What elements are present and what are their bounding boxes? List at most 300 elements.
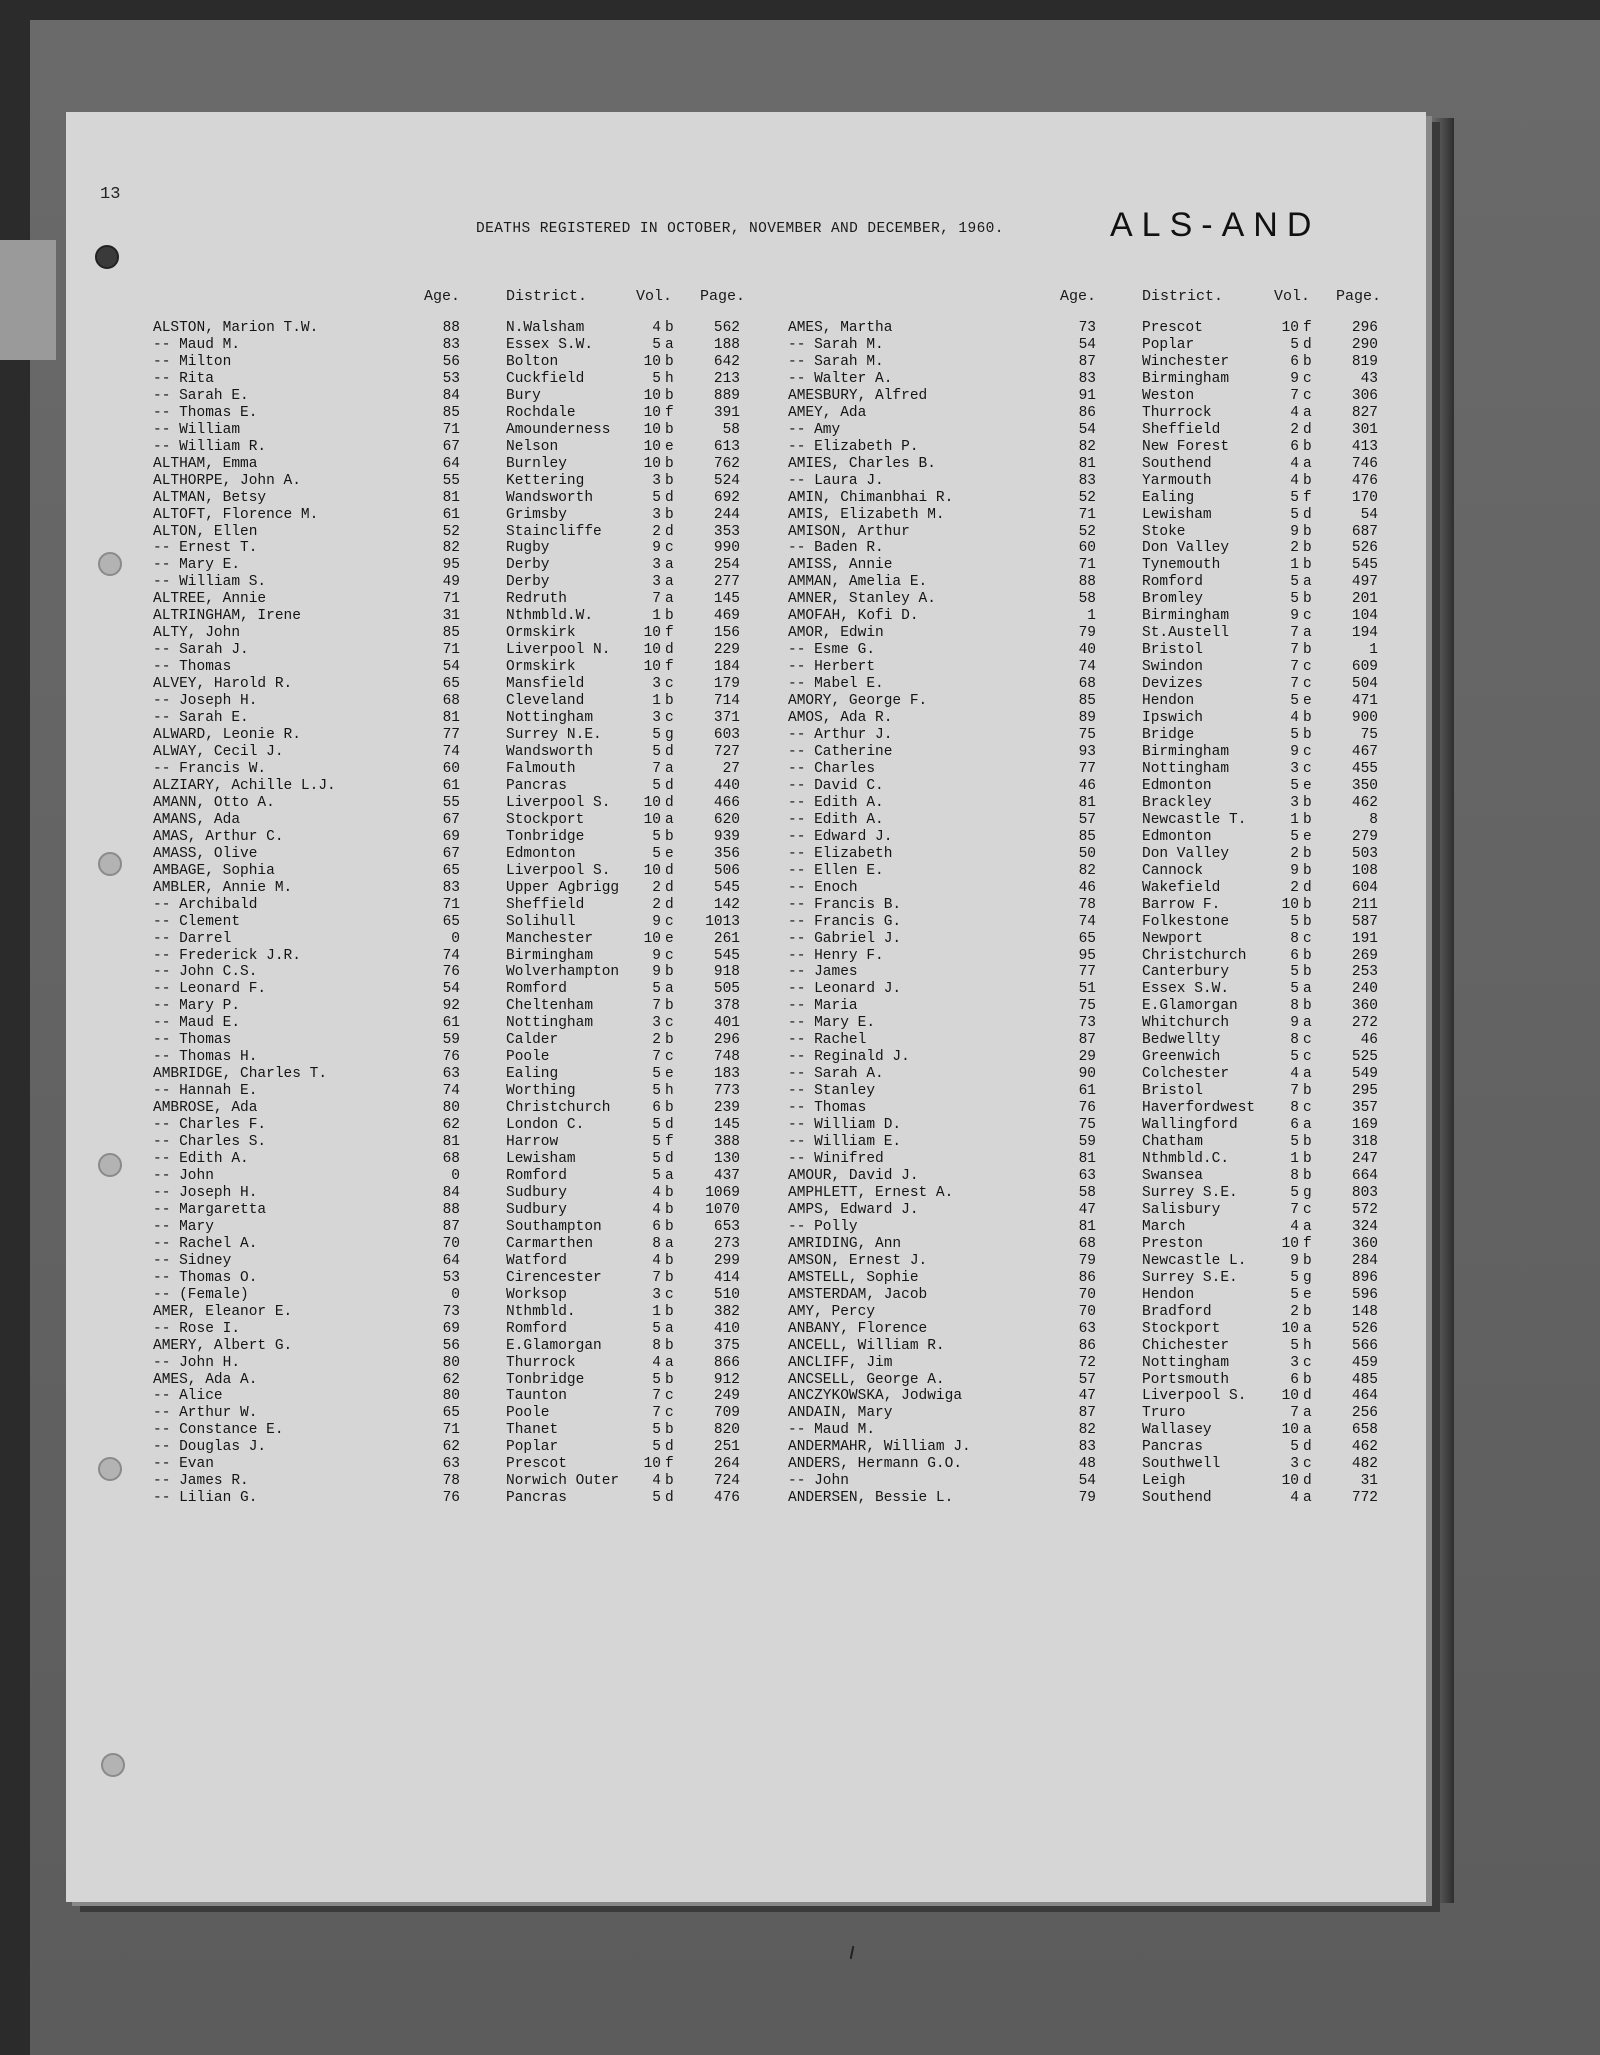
entry-district: Don Valley (1142, 540, 1230, 557)
entry-age: 54 (1078, 336, 1096, 353)
entry-vol-part: b (1303, 557, 1312, 574)
entry-age: 53 (442, 370, 460, 387)
entry-age: 85 (442, 625, 460, 642)
entry-age: 52 (1078, 489, 1096, 506)
entry-vol-part: c (665, 1388, 674, 1405)
entry-name: -- Thomas H. (153, 1049, 258, 1066)
register-entry (0, 1100, 1600, 1117)
register-entry (0, 1388, 1600, 1405)
entry-vol: 4 (652, 1201, 661, 1218)
register-entry (0, 1270, 1600, 1287)
register-entry (0, 676, 1600, 693)
entry-vol: 8 (652, 1235, 661, 1252)
entry-vol: 9 (1290, 1252, 1299, 1269)
entry-vol: 7 (652, 591, 661, 608)
entry-district: Nthmbld.C. (1142, 1151, 1230, 1168)
entry-vol-part: a (1303, 1218, 1312, 1235)
entry-vol-part: d (665, 862, 674, 879)
entry-district: Christchurch (506, 1100, 611, 1117)
entry-vol-part: b (665, 421, 674, 438)
entry-district: Portsmouth (1142, 1371, 1230, 1388)
entry-name: AMSTELL, Sophie (788, 1269, 919, 1286)
register-entry (0, 1355, 1600, 1372)
entry-district: Canterbury (1142, 964, 1230, 981)
register-entry (0, 456, 1600, 473)
entry-age: 48 (1078, 1456, 1096, 1473)
entry-vol-part: b (1303, 998, 1312, 1015)
entry-page: 410 (713, 1320, 740, 1337)
entry-age: 86 (1078, 1337, 1096, 1354)
register-entry (0, 693, 1600, 710)
entry-age: 65 (442, 1405, 460, 1422)
entry-district: Edmonton (1142, 777, 1212, 794)
entry-age: 65 (1078, 930, 1096, 947)
entry-page: 440 (713, 777, 740, 794)
entry-name: AMOUR, David J. (788, 1168, 919, 1184)
entry-vol: 5 (1290, 828, 1299, 845)
entry-vol: 1 (652, 608, 661, 625)
entry-name: -- Leonard J. (788, 981, 902, 998)
entry-vol-part: a (665, 591, 674, 608)
entry-page: 437 (713, 1168, 740, 1184)
entry-vol-part: a (1303, 1015, 1312, 1032)
entry-page: 620 (713, 811, 740, 828)
entry-age: 71 (442, 421, 460, 438)
entry-page: 261 (713, 930, 740, 947)
entry-name: AMISS, Annie (788, 557, 893, 574)
entry-name: AMBRIDGE, Charles T. (153, 1066, 328, 1083)
entry-district: Romford (506, 981, 567, 998)
entry-vol-part: b (1303, 353, 1312, 370)
register-entry (0, 642, 1600, 659)
entry-age: 62 (442, 1371, 460, 1388)
register-entry (0, 439, 1600, 456)
entry-age: 68 (442, 1151, 460, 1168)
entry-district: Grimsby (506, 506, 567, 523)
entry-age: 68 (1078, 1235, 1096, 1252)
entry-page: 709 (713, 1405, 740, 1422)
register-entry (0, 1015, 1600, 1032)
register-entry (0, 1219, 1600, 1236)
entry-name: AMBROSE, Ada (153, 1100, 258, 1117)
entry-district: N.Walsham (506, 320, 585, 336)
entry-name: -- John (788, 1473, 849, 1490)
register-entry (0, 948, 1600, 965)
entry-name: AMAS, Arthur C. (153, 828, 284, 845)
entry-district: Wakefield (1142, 879, 1221, 896)
register-entry (0, 507, 1600, 524)
entry-district: Chatham (1142, 1134, 1203, 1151)
register-entry (0, 1117, 1600, 1134)
register-entry (0, 1032, 1600, 1049)
register-entry (0, 1473, 1600, 1490)
entry-name: -- Sarah E. (153, 387, 249, 404)
entry-vol: 5 (1290, 506, 1299, 523)
entry-vol-part: b (1303, 1168, 1312, 1184)
entry-age: 60 (1078, 540, 1096, 557)
entry-age: 49 (442, 574, 460, 591)
entry-vol-part: f (1303, 489, 1312, 506)
entry-vol-part: b (1303, 1151, 1312, 1168)
entry-age: 70 (442, 1235, 460, 1252)
entry-vol-part: c (1303, 760, 1312, 777)
entry-vol-part: b (1303, 862, 1312, 879)
entry-district: Sudbury (506, 1201, 567, 1218)
entry-age: 81 (1078, 1151, 1096, 1168)
entry-district: Sudbury (506, 1184, 567, 1201)
entry-vol: 5 (652, 336, 661, 353)
entry-district: Bristol (1142, 1083, 1203, 1100)
entry-page: 1013 (705, 913, 740, 930)
entry-page: 211 (1351, 896, 1378, 913)
entry-vol: 5 (1290, 727, 1299, 744)
entry-vol: 10 (643, 862, 661, 879)
entry-district: Stockport (1142, 1320, 1221, 1337)
entry-page: 510 (713, 1286, 740, 1303)
entry-vol-part: d (665, 896, 674, 913)
entry-name: ANDERS, Hermann G.O. (788, 1456, 963, 1473)
entry-district: Liverpool N. (506, 642, 611, 659)
entry-name: -- Mabel E. (788, 676, 884, 693)
entry-vol: 7 (1290, 1083, 1299, 1100)
entry-vol: 4 (652, 1184, 661, 1201)
entry-name: -- Constance E. (153, 1422, 284, 1439)
entry-page: 545 (713, 947, 740, 964)
entry-age: 71 (442, 642, 460, 659)
entry-vol-part: b (1303, 727, 1312, 744)
entry-age: 85 (1078, 693, 1096, 710)
entry-vol-part: d (665, 1490, 674, 1507)
entry-district: Bromley (1142, 591, 1203, 608)
entry-district: Carmarthen (506, 1235, 594, 1252)
entry-vol-part: f (665, 1456, 674, 1473)
entry-page: 464 (1351, 1388, 1378, 1405)
entry-vol: 6 (1290, 438, 1299, 455)
entry-vol: 7 (1290, 387, 1299, 404)
entry-vol: 2 (652, 879, 661, 896)
entry-page: 244 (713, 506, 740, 523)
entry-district: Harrow (506, 1134, 559, 1151)
register-entry (0, 778, 1600, 795)
entry-age: 55 (442, 472, 460, 489)
entry-page: 169 (1351, 1117, 1378, 1134)
entry-vol-part: b (1303, 947, 1312, 964)
entry-age: 80 (442, 1388, 460, 1405)
entry-district: Bridge (1142, 727, 1195, 744)
entry-name: ALTOFT, Florence M. (153, 506, 319, 523)
entry-name: -- Baden R. (788, 540, 884, 557)
entry-vol-part: b (1303, 811, 1312, 828)
entry-page: 572 (1351, 1201, 1378, 1218)
entry-name: ANCLIFF, Jim (788, 1354, 893, 1371)
entry-age: 77 (1078, 964, 1096, 981)
entry-vol: 4 (1290, 472, 1299, 489)
entry-page: 939 (713, 828, 740, 845)
entry-age: 75 (1078, 727, 1096, 744)
register-entry (0, 761, 1600, 778)
entry-vol-part: b (1303, 913, 1312, 930)
entry-name: ANCZYKOWSKA, Jodwiga (788, 1388, 963, 1405)
entry-vol-part: f (665, 659, 674, 676)
register-entry (0, 1304, 1600, 1321)
entry-age: 70 (1078, 1286, 1096, 1303)
entry-name: -- Charles (788, 760, 876, 777)
entry-district: Don Valley (1142, 845, 1230, 862)
register-entry (0, 1321, 1600, 1338)
entry-page: 183 (713, 1066, 740, 1083)
entry-name: ALTRINGHAM, Irene (153, 608, 301, 625)
entry-name: -- Milton (153, 353, 232, 370)
entry-name: -- Amy (788, 421, 841, 438)
entry-age: 85 (1078, 828, 1096, 845)
entry-vol-part: b (665, 506, 674, 523)
entry-age: 69 (442, 828, 460, 845)
entry-vol-part: a (1303, 455, 1312, 472)
entry-vol: 5 (652, 1371, 661, 1388)
entry-vol-part: b (665, 693, 674, 710)
entry-vol-part: c (665, 540, 674, 557)
entry-vol: 2 (1290, 540, 1299, 557)
entry-vol: 5 (1290, 574, 1299, 591)
entry-page: 566 (1351, 1337, 1378, 1354)
entry-district: March (1142, 1218, 1186, 1235)
entry-name: -- Douglas J. (153, 1439, 267, 1456)
entry-name: AMRIDING, Ann (788, 1235, 902, 1252)
entry-page: 459 (1351, 1354, 1378, 1371)
entry-vol: 1 (652, 1303, 661, 1320)
entry-age: 68 (1078, 676, 1096, 693)
entry-age: 85 (442, 404, 460, 421)
register-entry (0, 354, 1600, 371)
entry-age: 61 (442, 777, 460, 794)
entry-vol: 10 (1281, 1388, 1299, 1405)
entry-district: Southampton (506, 1218, 602, 1235)
entry-page: 240 (1351, 981, 1378, 998)
entry-age: 80 (442, 1354, 460, 1371)
entry-vol: 9 (652, 913, 661, 930)
entry-page: 75 (1360, 727, 1378, 744)
entry-district: Lewisham (506, 1151, 576, 1168)
entry-vol: 5 (652, 489, 661, 506)
entry-page: 191 (1351, 930, 1378, 947)
entry-district: Bolton (506, 353, 559, 370)
entry-page: 273 (713, 1235, 740, 1252)
entry-district: Pancras (506, 777, 567, 794)
entry-age: 40 (1078, 642, 1096, 659)
entry-age: 54 (442, 659, 460, 676)
entry-vol-part: b (1303, 1134, 1312, 1151)
entry-age: 69 (442, 1320, 460, 1337)
entry-page: 296 (1351, 320, 1378, 336)
entry-district: Salisbury (1142, 1201, 1221, 1218)
entry-vol: 10 (643, 404, 661, 421)
entry-vol-part: d (665, 489, 674, 506)
register-entry (0, 320, 1600, 337)
entry-vol: 2 (652, 1032, 661, 1049)
punch-hole-icon (95, 245, 119, 269)
entry-vol: 5 (652, 1117, 661, 1134)
entry-district: Ealing (1142, 489, 1195, 506)
header-district-right: District. (1142, 288, 1224, 305)
register-entry (0, 812, 1600, 829)
entry-vol: 5 (1290, 1337, 1299, 1354)
entry-vol: 4 (652, 1252, 661, 1269)
entry-vol: 8 (1290, 930, 1299, 947)
entry-page: 476 (713, 1490, 740, 1507)
entry-name: -- Maud M. (153, 336, 241, 353)
entry-age: 57 (1078, 1371, 1096, 1388)
entry-vol: 7 (1290, 676, 1299, 693)
entry-age: 0 (451, 1168, 460, 1184)
entry-name: AMIS, Elizabeth M. (788, 506, 945, 523)
entry-name: ALSTON, Marion T.W. (153, 320, 319, 336)
entry-name: -- Stanley (788, 1083, 876, 1100)
entry-vol-part: b (665, 1337, 674, 1354)
entry-page: 27 (722, 760, 740, 777)
entry-name: AMSTERDAM, Jacob (788, 1286, 928, 1303)
entry-vol-part: b (665, 964, 674, 981)
entry-name: -- William D. (788, 1117, 902, 1134)
entry-age: 58 (1078, 1184, 1096, 1201)
entry-vol: 3 (652, 506, 661, 523)
entry-name: AMIES, Charles B. (788, 455, 936, 472)
entry-vol: 10 (643, 811, 661, 828)
register-entry (0, 1202, 1600, 1219)
register-entry (0, 931, 1600, 948)
entry-name: -- Francis G. (788, 913, 902, 930)
entry-page: 524 (713, 472, 740, 489)
register-entry (0, 659, 1600, 676)
entry-name: -- Laura J. (788, 472, 884, 489)
entry-district: Birmingham (1142, 370, 1230, 387)
entry-district: E.Glamorgan (1142, 998, 1238, 1015)
entry-vol-part: d (1303, 1473, 1312, 1490)
entry-age: 63 (1078, 1320, 1096, 1337)
entry-page: 455 (1351, 760, 1378, 777)
entry-age: 82 (1078, 862, 1096, 879)
entry-vol: 5 (652, 1151, 661, 1168)
entry-name: -- Joseph H. (153, 693, 258, 710)
entry-name: ALZIARY, Achille L.J. (153, 777, 336, 794)
entry-vol: 5 (652, 777, 661, 794)
entry-name: -- Rachel (788, 1032, 867, 1049)
entry-district: Folkestone (1142, 913, 1230, 930)
entry-district: Weston (1142, 387, 1195, 404)
entry-age: 59 (442, 1032, 460, 1049)
entry-vol: 5 (652, 1066, 661, 1083)
entry-vol: 2 (652, 523, 661, 540)
entry-age: 81 (442, 710, 460, 727)
register-entry (0, 981, 1600, 998)
entry-age: 65 (442, 913, 460, 930)
entry-page: 256 (1351, 1405, 1378, 1422)
entry-vol-part: h (665, 1083, 674, 1100)
entry-name: -- Maria (788, 998, 858, 1015)
entry-vol: 7 (1290, 1405, 1299, 1422)
entry-page: 299 (713, 1252, 740, 1269)
entry-age: 62 (442, 1117, 460, 1134)
entry-name: -- Sarah M. (788, 353, 884, 370)
entry-vol-part: a (665, 336, 674, 353)
entry-district: Rochdale (506, 404, 576, 421)
entry-name: AMANN, Otto A. (153, 794, 275, 811)
entry-district: Nottingham (506, 1015, 594, 1032)
entry-vol-part: a (665, 1168, 674, 1184)
entry-age: 52 (442, 523, 460, 540)
entry-district: Barrow F. (1142, 896, 1221, 913)
entry-name: -- Rita (153, 370, 214, 387)
register-entry (0, 540, 1600, 557)
register-entry (0, 863, 1600, 880)
entry-vol-part: d (1303, 1439, 1312, 1456)
register-entry (0, 1456, 1600, 1473)
entry-vol: 10 (643, 930, 661, 947)
entry-age: 79 (1078, 1252, 1096, 1269)
entry-vol: 5 (1290, 693, 1299, 710)
entry-vol: 9 (1290, 370, 1299, 387)
entry-age: 91 (1078, 387, 1096, 404)
entry-vol-part: a (1303, 574, 1312, 591)
entry-vol-part: a (665, 1235, 674, 1252)
entry-vol: 6 (1290, 947, 1299, 964)
entry-vol: 5 (1290, 1049, 1299, 1066)
entry-vol: 3 (1290, 1456, 1299, 1473)
entry-vol-part: h (665, 370, 674, 387)
entry-age: 82 (1078, 1422, 1096, 1439)
entry-vol: 7 (1290, 1201, 1299, 1218)
entry-vol: 4 (1290, 1490, 1299, 1507)
entry-name: -- Elizabeth P. (788, 438, 919, 455)
entry-name: ALTREE, Annie (153, 591, 267, 608)
entry-age: 70 (1078, 1303, 1096, 1320)
entry-age: 74 (442, 947, 460, 964)
entry-name: -- William E. (788, 1134, 902, 1151)
entry-district: Wandsworth (506, 744, 594, 760)
register-entry (0, 388, 1600, 405)
entry-vol-part: c (665, 1405, 674, 1422)
entry-age: 62 (442, 1439, 460, 1456)
entry-page: 609 (1351, 659, 1378, 676)
entry-vol: 10 (1281, 1473, 1299, 1490)
page-number: 13 (100, 185, 121, 204)
entry-vol: 3 (1290, 794, 1299, 811)
entry-vol-part: f (665, 625, 674, 642)
entry-district: New Forest (1142, 438, 1230, 455)
entry-page: 179 (713, 676, 740, 693)
entry-vol-part: c (665, 710, 674, 727)
entry-name: -- Enoch (788, 879, 858, 896)
entry-district: Birmingham (1142, 744, 1230, 760)
entry-vol-part: b (1303, 845, 1312, 862)
entry-district: Edmonton (1142, 828, 1212, 845)
entry-vol-part: c (1303, 1456, 1312, 1473)
entry-page: 277 (713, 574, 740, 591)
register-entry (0, 405, 1600, 422)
entry-page: 247 (1351, 1151, 1378, 1168)
entry-vol-part: f (665, 1134, 674, 1151)
entry-age: 55 (442, 794, 460, 811)
entry-page: 201 (1351, 591, 1378, 608)
entry-vol: 10 (643, 387, 661, 404)
entry-name: -- Winifred (788, 1151, 884, 1168)
entry-page: 350 (1351, 777, 1378, 794)
entry-vol-part: d (665, 794, 674, 811)
entry-district: Winchester (1142, 353, 1230, 370)
entry-page: 194 (1351, 625, 1378, 642)
entry-vol-part: a (665, 557, 674, 574)
entry-vol: 7 (652, 1049, 661, 1066)
entry-district: Newcastle L. (1142, 1252, 1247, 1269)
